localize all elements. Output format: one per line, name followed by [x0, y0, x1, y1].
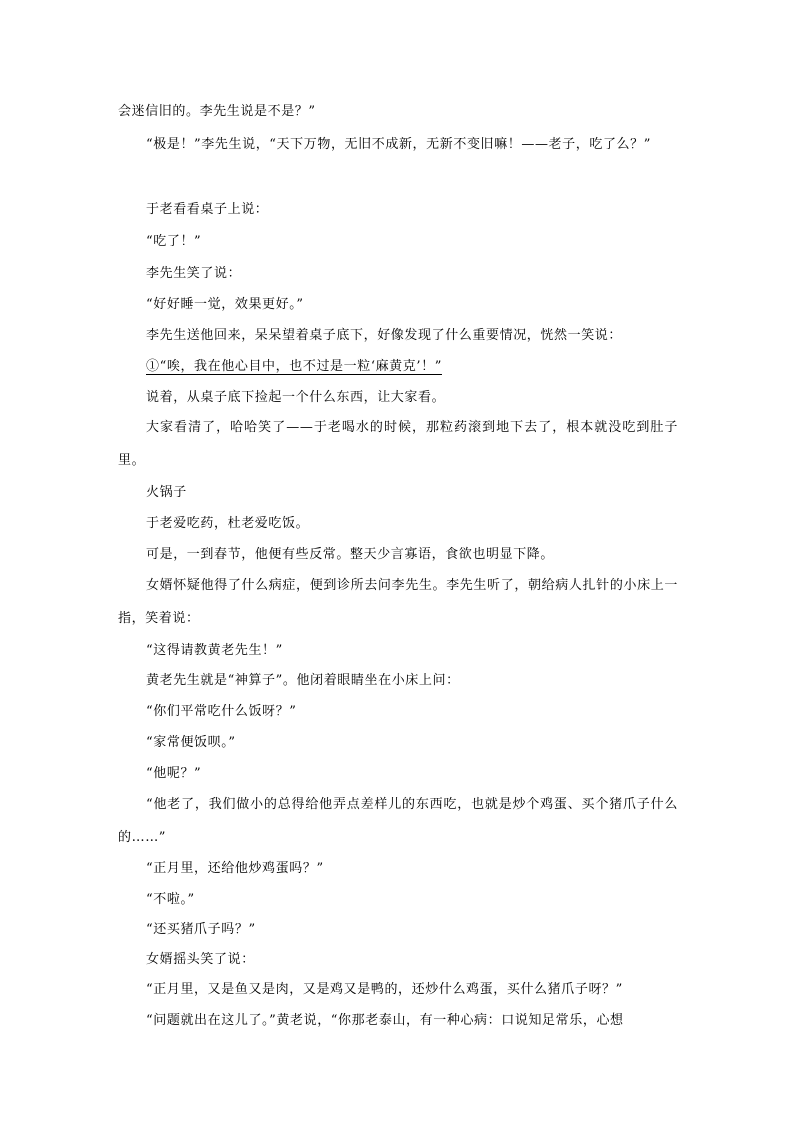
- paragraph-15: “这得请教黄老先生！”: [146, 643, 283, 658]
- paragraph-10: 大家看清了，哈哈笑了——于老喝水的时候，那粒药滚到地下去了，根本就没吃到肚子里。: [118, 420, 678, 468]
- paragraph-7: 李先生送他回来，呆呆望着桌子底下，好像发现了什么重要情况，恍然一笑说：: [146, 328, 623, 343]
- paragraph-3: 于老看看桌子上说：: [146, 202, 269, 217]
- paragraph-19: “他呢？”: [146, 766, 202, 781]
- paragraph-18: “家常便饭呗。”: [146, 735, 236, 750]
- section-heading-hotpot: 火锅子: [146, 485, 187, 500]
- paragraph-26: “问题就出在这儿了。”黄老说，“你那老泰山，有一种心病：口说知足常乐，心想: [146, 1013, 624, 1028]
- paragraph-22: “不啦。”: [146, 892, 195, 907]
- paragraph-1: 会迷信旧的。李先生说是不是？”: [118, 104, 316, 119]
- paragraph-2: “极是！”李先生说，“天下万物，无旧不成新，无新不变旧嘛！——老子，吃了么？”: [146, 137, 651, 152]
- paragraph-6: “好好睡一觉，效果更好。”: [146, 297, 304, 312]
- paragraph-16: 黄老先生就是“神算子”。他闭着眼睛坐在小床上问：: [146, 673, 460, 688]
- paragraph-8-underlined-quote: [118, 350, 678, 383]
- paragraph-12: 于老爱吃药，杜老爱吃饭。: [146, 516, 310, 531]
- paragraph-20: “他老了，我们做小的总得给他弄点差样儿的东西吃，也就是炒个鸡蛋、买个猪爪子什么的……”: [118, 797, 678, 845]
- underlined-sentence: ①“唉，我在他心目中，也不过是一粒‘麻黄克’！”: [146, 359, 442, 374]
- paragraph-21: “正月里，还给他炒鸡蛋吗？”: [146, 861, 324, 876]
- paragraph-5: 李先生笑了说：: [146, 266, 242, 281]
- paragraph-9: 说着，从桌子底下捡起一个什么东西，让大家看。: [146, 390, 446, 405]
- paragraph-25: “正月里，又是鱼又是肉，又是鸡又是鸭的，还炒什么鸡蛋，买什么猪爪子呀？”: [146, 982, 623, 997]
- paragraph-13: 可是，一到春节，他便有些反常。整天少言寡语，食欲也明显下降。: [146, 547, 555, 562]
- paragraph-4: “吃了！”: [146, 234, 202, 249]
- paragraph-14: 女婿怀疑他得了什么病症，便到诊所去问李先生。李先生听了，朝给病人扎针的小床上一指，笑着说：: [118, 578, 678, 626]
- paragraph-23: “还买猪爪子吗？”: [146, 922, 256, 937]
- paragraph-17: “你们平常吃什么饭呀？”: [146, 704, 297, 719]
- paragraph-24: 女婿摇头笑了说：: [146, 952, 255, 967]
